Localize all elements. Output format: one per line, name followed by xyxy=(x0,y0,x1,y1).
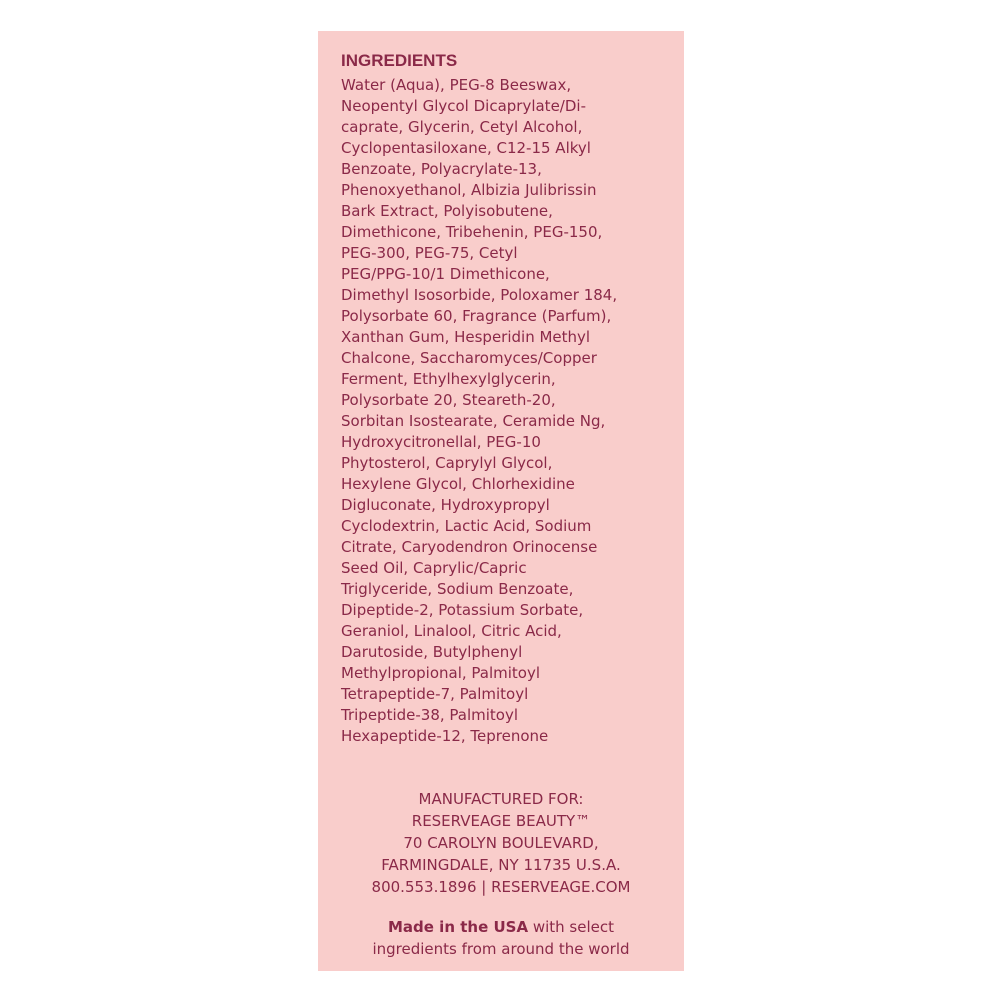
ingredient-line: Water (Aqua), PEG-8 Beeswax, xyxy=(341,76,572,94)
ingredients-heading: INGREDIENTS xyxy=(341,51,458,70)
ingredient-line: Phytosterol, Caprylyl Glycol, xyxy=(341,454,553,472)
manufacturer-name: RESERVEAGE BEAUTY™ xyxy=(411,812,591,830)
ingredient-line: Hydroxycitronellal, PEG-10 xyxy=(341,433,541,451)
ingredient-line: Darutoside, Butylphenyl xyxy=(341,643,523,661)
made-in-usa-label: Made in the USA xyxy=(388,918,529,936)
product-label-panel xyxy=(318,31,684,971)
ingredient-line: PEG-300, PEG-75, Cetyl xyxy=(341,244,518,262)
ingredient-line: Citrate, Caryodendron Orinocense xyxy=(341,538,598,556)
ingredient-line: Cyclopentasiloxane, C12-15 Alkyl xyxy=(341,139,591,157)
origin-line-1 xyxy=(318,916,684,938)
ingredient-line: Dimethicone, Tribehenin, PEG-150, xyxy=(341,223,603,241)
ingredient-line: PEG/PPG-10/1 Dimethicone, xyxy=(341,265,550,283)
ingredient-line: Tetrapeptide-7, Palmitoyl xyxy=(341,685,529,703)
ingredient-line: Tripeptide-38, Palmitoyl xyxy=(341,706,519,724)
ingredient-line: Dipeptide-2, Potassium Sorbate, xyxy=(341,601,584,619)
ingredient-line: Neopentyl Glycol Dicaprylate/Di- xyxy=(341,97,586,115)
ingredient-line: Phenoxyethanol, Albizia Julibrissin xyxy=(341,181,597,199)
ingredient-line: Digluconate, Hydroxypropyl xyxy=(341,496,550,514)
manufacturer-label: MANUFACTURED FOR: xyxy=(418,790,584,808)
ingredient-line: Hexylene Glycol, Chlorhexidine xyxy=(341,475,575,493)
ingredient-line: caprate, Glycerin, Cetyl Alcohol, xyxy=(341,118,583,136)
ingredient-line: Dimethyl Isosorbide, Poloxamer 184, xyxy=(341,286,618,304)
ingredient-line: Polysorbate 60, Fragrance (Parfum), xyxy=(341,307,612,325)
ingredient-line: Cyclodextrin, Lactic Acid, Sodium xyxy=(341,517,592,535)
origin-statement xyxy=(318,916,684,960)
origin-line-1-rest: with select xyxy=(528,918,614,936)
ingredient-line: Xanthan Gum, Hesperidin Methyl xyxy=(341,328,591,346)
ingredient-line: Triglyceride, Sodium Benzoate, xyxy=(341,580,574,598)
manufacturer-info xyxy=(318,788,684,898)
ingredient-line: Geraniol, Linalool, Citric Acid, xyxy=(341,622,562,640)
manufacturer-street: 70 CAROLYN BOULEVARD, xyxy=(403,834,599,852)
origin-line-2: ingredients from around the world xyxy=(372,940,630,958)
ingredient-line: Methylpropional, Palmitoyl xyxy=(341,664,541,682)
ingredient-line: Polysorbate 20, Steareth-20, xyxy=(341,391,556,409)
ingredient-line: Chalcone, Saccharomyces/Copper xyxy=(341,349,597,367)
ingredients-list xyxy=(341,75,676,747)
ingredient-line: Bark Extract, Polyisobutene, xyxy=(341,202,553,220)
manufacturer-contact: 800.553.1896 | RESERVEAGE.COM xyxy=(371,878,631,896)
ingredient-line: Hexapeptide-12, Teprenone xyxy=(341,727,549,745)
ingredient-line: Sorbitan Isostearate, Ceramide Ng, xyxy=(341,412,606,430)
ingredient-line: Seed Oil, Caprylic/Capric xyxy=(341,559,527,577)
ingredient-line: Ferment, Ethylhexylglycerin, xyxy=(341,370,556,388)
ingredient-line: Benzoate, Polyacrylate-13, xyxy=(341,160,542,178)
manufacturer-city: FARMINGDALE, NY 11735 U.S.A. xyxy=(381,856,621,874)
